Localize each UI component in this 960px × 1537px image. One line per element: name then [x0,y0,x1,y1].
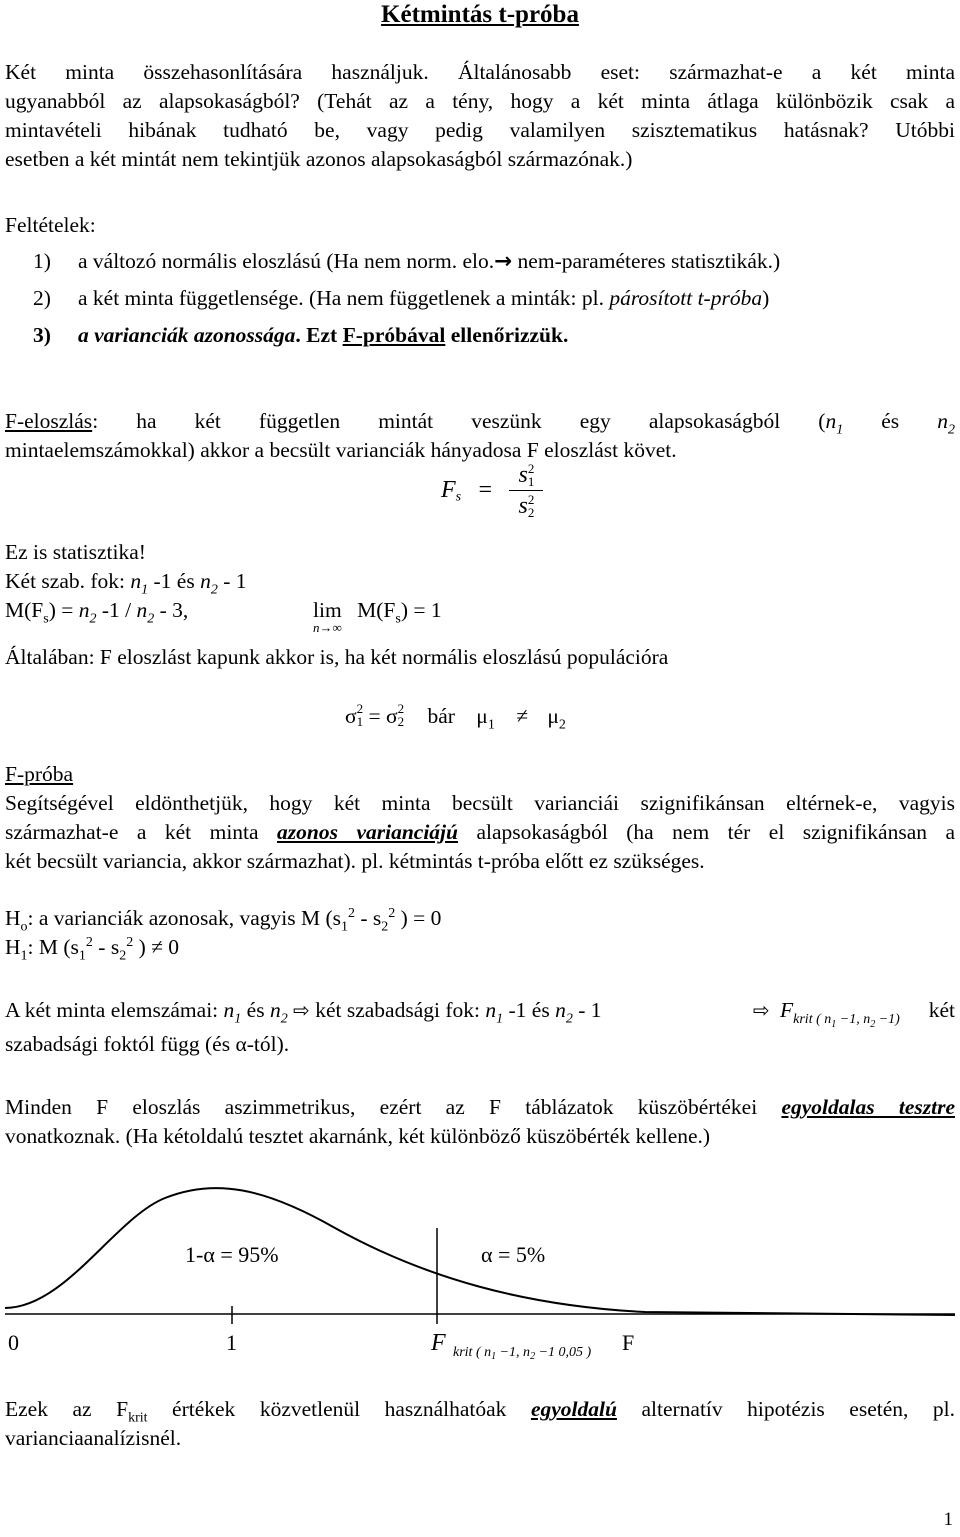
condition-number: 2) [33,286,51,310]
script-stack [398,702,405,728]
h-symbol: H [5,935,21,959]
equals-sign: = [478,477,493,503]
outline-right-arrow-icon: ⇨ [293,998,310,1022]
subscript: 1 [831,1018,837,1030]
var-n: n [223,998,235,1022]
subscript: 2 [558,717,566,733]
f-distribution-figure [5,1158,955,1370]
condition-text: nem-paraméteres statisztikák.) [512,249,781,273]
mu-symbol: μ [547,704,559,728]
subscript: 2 [948,422,955,438]
page-title: Kétmintás t-próba [381,1,579,28]
subscript: 2 [565,1011,573,1027]
fdist-text: - 1 [217,569,247,593]
superscript: 2 [397,701,405,716]
subscript: 1 [234,1011,242,1027]
var-s: s [518,462,528,488]
subscript: 1 [487,717,495,733]
tick-label-one: 1 [226,1330,237,1355]
var-s: s [518,493,528,519]
condition-text-italic: párosított t-próba [609,286,763,310]
ftest-line: két becsült variancia, akkor származhat). pl. kétmintás t-próba előtt ez szükséges. [5,849,705,873]
alpha-symbol: α [235,1032,247,1056]
asymmetry-line: vonatkoznak. (Ha kétoldalú tesztet akarnánk, két különböző küszöbérték kellene.) [5,1124,711,1148]
sample-size-line [5,996,955,1030]
variance-fraction [509,462,543,519]
condition-item-3 [33,321,955,350]
closing-text: értékek közvetlenül használhatóak [147,1397,531,1421]
ftest-text: -1 és [503,998,556,1022]
subscript: 1 [340,919,348,935]
subscript: 2 [119,948,127,964]
subscript: 2 [397,714,405,729]
subscript: 1 [836,422,844,438]
subscript: 1 [356,714,364,729]
intro-paragraph [5,58,955,174]
fdist-text: és [843,409,938,433]
ftest-text: -tól). [246,1032,290,1056]
var-n: n [200,569,211,593]
conditions-list [5,247,955,350]
superscript: 2 [85,934,93,950]
subscript: 1 [141,582,149,598]
ftest-text: két [928,998,955,1022]
ftest-line: Segítségével eldönthetjük, hogy két minta becsült varianciái szignifikánsan eltérnek-e, vagyis [5,791,955,815]
lim-text: lim [313,598,342,622]
closing-line [5,1395,955,1424]
intro-line: esetben a két mintát nem tekintjük azonos alapsokaságból származónak.) [5,147,633,171]
subscript: 1 [527,474,535,489]
ftest-section [5,760,955,876]
subscript: 2 [870,1018,876,1030]
superscript: 2 [347,905,355,921]
ftest-text: - 1 [572,998,602,1022]
tick-label-fkrit-subscript: krit ( $n_1 -1$, $n_2 -1$ 0,05 ) [453,1345,592,1362]
ftest-text: szabadsági foktól függ (és [5,1032,236,1056]
fdist-properties [5,538,955,625]
var-n: n [937,409,948,433]
condition-text: a változó normális eloszlású (Ha nem norm. elo. [78,249,495,273]
not-equal-icon: ≠ [151,935,163,959]
ftest-text: ) [133,935,152,959]
subscript: 1 [496,1011,504,1027]
ftest-text: Minden F eloszlás aszimmetrikus, ezért az F táblázatok küszöbértékei [5,1095,782,1119]
axis-end-label: F [622,1330,635,1355]
formula-F: F [780,998,794,1022]
subscript: 2 [381,919,389,935]
intro-line: ugyanabból az alapsokaságból? (Tehát az a tény, hogy a két minta átlaga különbözik csak a [5,89,955,113]
mu-symbol: μ [476,704,488,728]
sigma-mu-expression [345,702,566,731]
hypotheses [5,904,955,962]
equals-sign: = [363,704,386,728]
fdist-text: Két szab. fok: [5,569,131,593]
ftest-text: ) = 0 [395,906,442,930]
fkrit-text: krit ( n [793,1012,832,1027]
ftest-text: származhat-e a két minta [5,820,278,844]
sigma-symbol: σ [385,704,398,728]
closing-emphasis: egyoldalú [530,1397,617,1421]
condition-item-1 [33,247,955,276]
ftest-emphasis: egyoldalas tesztre [781,1095,955,1119]
asymmetry-line [5,1093,955,1122]
ftest-text: és [241,998,270,1022]
conditions-section [5,211,955,240]
fdist-line: mintaelemszámokkal) akkor a becsült varianciák hányadosa F eloszlást követ. [5,438,677,462]
fdist-text: ) = [48,598,79,622]
subscript: 2 [527,505,535,520]
h-symbol: H [5,906,21,930]
subscript: o [20,919,28,935]
degrees-of-freedom [5,567,955,596]
fdist-term: F-eloszlás [5,409,93,433]
fraction-bar [509,490,543,491]
fdist-text: bár [427,704,455,728]
subscript: 2 [147,611,155,627]
var-n: n [555,998,566,1022]
ftest-text: : M (s [27,935,79,959]
outline-right-arrow-icon: ⇨ [753,998,770,1022]
closing-paragraph [5,1395,955,1453]
subscript: s [43,611,49,627]
condition-text: ellenőrizzük. [445,323,569,347]
condition-number: 3) [33,323,51,347]
ftest-emphasis: azonos varianciájú [277,820,458,844]
ftest-link-text: F-próbával [342,323,446,347]
fdist-definition [5,407,955,465]
intro-line: Két minta összehasonlítására használjuk. Általánosabb eset: származhat-e a két minta [5,60,955,84]
superscript: 2 [527,461,535,476]
fkrit-text: −1) [875,1012,900,1027]
subscript: s [395,611,401,627]
fdist-line [5,407,955,436]
superscript: 2 [126,934,134,950]
var-n: n [136,598,148,622]
sample-sizes [5,996,955,1059]
subscript: 1 [78,948,86,964]
f-density-curve [5,1188,955,1315]
var-n: n [78,598,90,622]
fs-formula [441,462,543,519]
fdist-text: M(F [357,598,396,622]
condition-text: ) [762,286,770,310]
subscript: s [455,489,462,505]
condition-item-2 [33,284,955,313]
sample-size-line [5,1030,955,1059]
page-number: 1 [943,1509,953,1530]
subscript: krit [128,1410,148,1426]
subscript: 2 [89,611,97,627]
fkrit-subscript [793,1012,900,1030]
numerator [519,462,535,488]
lim-subscript: n→∞ [313,620,342,635]
ftest-line [5,818,955,847]
asymmetry-note [5,1093,955,1151]
fdist-text: -1 / [96,598,137,622]
denominator [519,493,535,519]
subscript: 2 [280,1011,288,1027]
ftest-text: két szabadsági fok: [309,998,486,1022]
var-n: n [485,998,497,1022]
fdist-text: Általában: F eloszlást kapunk akkor is, ha két normális eloszlású populációra [5,645,669,669]
left-area-label: 1-α = 95% [185,1242,279,1267]
ftest-text: alapsokaságból (ha nem tér el szignifikánsan a [457,820,955,844]
fdist-text: Ez is statisztika! [5,540,146,564]
var-n: n [130,569,142,593]
condition-text: a két minta függetlensége. (Ha nem függetlenek a minták: pl. [78,286,610,310]
closing-text: alternatív hipotézis esetén, pl. [616,1397,956,1421]
var-n: n [825,409,837,433]
subscript: 2 [210,582,218,598]
closing-text: Ezek az F [5,1397,129,1421]
fkrit-expression [780,996,900,1028]
right-arrow-icon: → [494,249,513,274]
ftest-text: A két minta elemszámai: [5,998,224,1022]
fdist-text: : ha két független mintát veszünk egy alapsokaságból ( [92,409,826,433]
h1-line [5,933,955,962]
var-n: n [269,998,281,1022]
fdist-general [5,643,955,672]
limit-expression [313,596,442,635]
superscript: 2 [527,492,535,507]
fdist-text: ) = 1 [400,598,442,622]
fdist-text: - 3, [154,598,189,622]
right-area-label: α = 5% [481,1242,546,1267]
ftest-heading: F-próba [5,762,74,786]
tick-label-fkrit: F [431,1330,446,1356]
subscript: 1 [20,948,28,964]
ftest-text: : a varianciák azonosak, vagyis M (s [27,906,341,930]
tick-label-zero: 0 [8,1330,19,1355]
h0-line [5,904,955,933]
fkrit-text: −1, n [836,1012,871,1027]
intro-line: mintavételi hibának tudható be, vagy pedig valamilyen szisztematikus hatásnak? Utóbbi [5,118,955,142]
formula-F: F [441,477,456,503]
lim-operator [313,596,342,635]
ftest-text: - s [354,906,382,930]
conditions-heading: Feltételek: [5,213,96,237]
ftest-text: - s [92,935,120,959]
condition-number: 1) [33,249,51,273]
superscript: 2 [388,905,396,921]
expected-value [5,596,955,625]
fdist-text: M(F [5,598,44,622]
fdist-text: -1 és [148,569,201,593]
not-equal-icon: ≠ [516,704,528,728]
condition-text: . Ezt [295,323,343,347]
superscript: 2 [356,701,364,716]
closing-line: varianciaanalízisnél. [5,1426,182,1450]
sigma-symbol: σ [345,704,357,728]
ftest-text: 0 [162,935,180,959]
condition-text-italic: a varianciák azonossága [78,323,296,347]
